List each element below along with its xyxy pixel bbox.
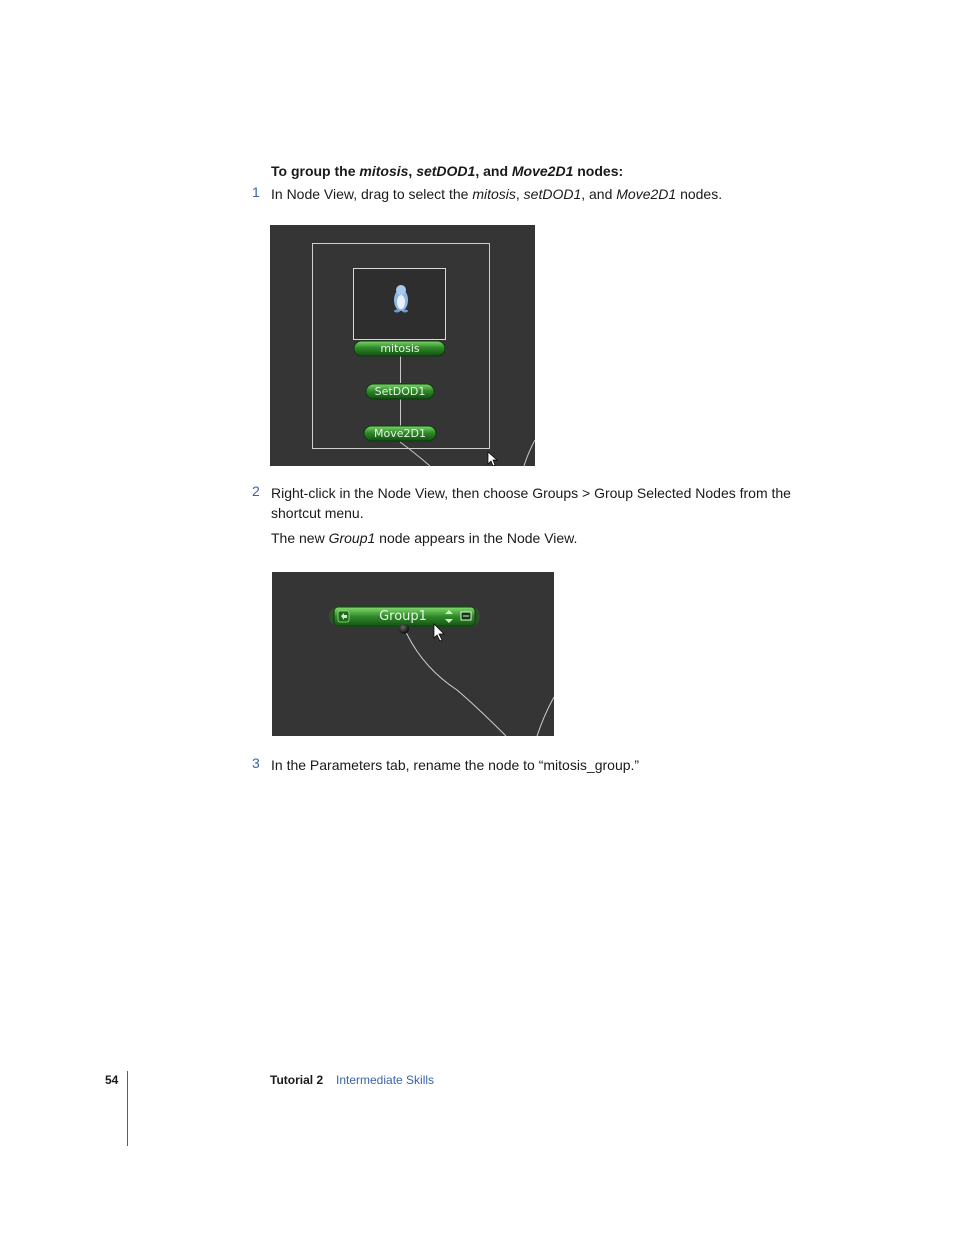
step-2-text: Right-click in the Node View, then choose Groups > Group Selected Nodes from the shortcut menu. [271, 485, 791, 521]
step-1-text: In Node View, drag to select the mitosis, setDOD1, and Move2D1 nodes. [271, 186, 723, 202]
step-3-text: In the Parameters tab, rename the node to “mitosis_group.” [271, 757, 640, 773]
node-view-screenshot-1 [270, 225, 535, 466]
node-move2d1[interactable] [364, 426, 436, 441]
node-move2d1-label: Move2D1 [374, 427, 426, 440]
group-expand-icon[interactable] [338, 611, 349, 622]
procedure-heading: To group the mitosis, setDOD1, and Move2D1 nodes: [271, 163, 624, 179]
display-toggle-icon[interactable] [461, 612, 471, 620]
step-2-note: The new Group1 node appears in the Node View. [271, 530, 578, 546]
group1-node[interactable] [329, 606, 480, 627]
mouse-cursor-icon [488, 452, 497, 466]
connector-line [537, 697, 554, 736]
step-2-number: 2 [252, 483, 260, 499]
connector-line [405, 630, 506, 736]
node-view-screenshot-2 [272, 572, 554, 736]
footer-chapter: Tutorial 2 [270, 1073, 324, 1087]
output-port[interactable] [399, 624, 409, 634]
step-3-number: 3 [252, 755, 260, 771]
page-number: 54 [105, 1073, 119, 1087]
connector-line [400, 442, 430, 466]
node-mitosis[interactable] [354, 341, 445, 356]
footer-divider [127, 1071, 128, 1146]
group1-label: Group1 [379, 609, 427, 624]
node-setdod1-label: SetDOD1 [374, 385, 426, 398]
node-setdod1[interactable] [366, 384, 434, 399]
node-mitosis-label: mitosis [380, 342, 420, 355]
step-1-number: 1 [252, 184, 260, 200]
footer-section: Intermediate Skills [336, 1073, 435, 1087]
connector-line [524, 440, 535, 466]
